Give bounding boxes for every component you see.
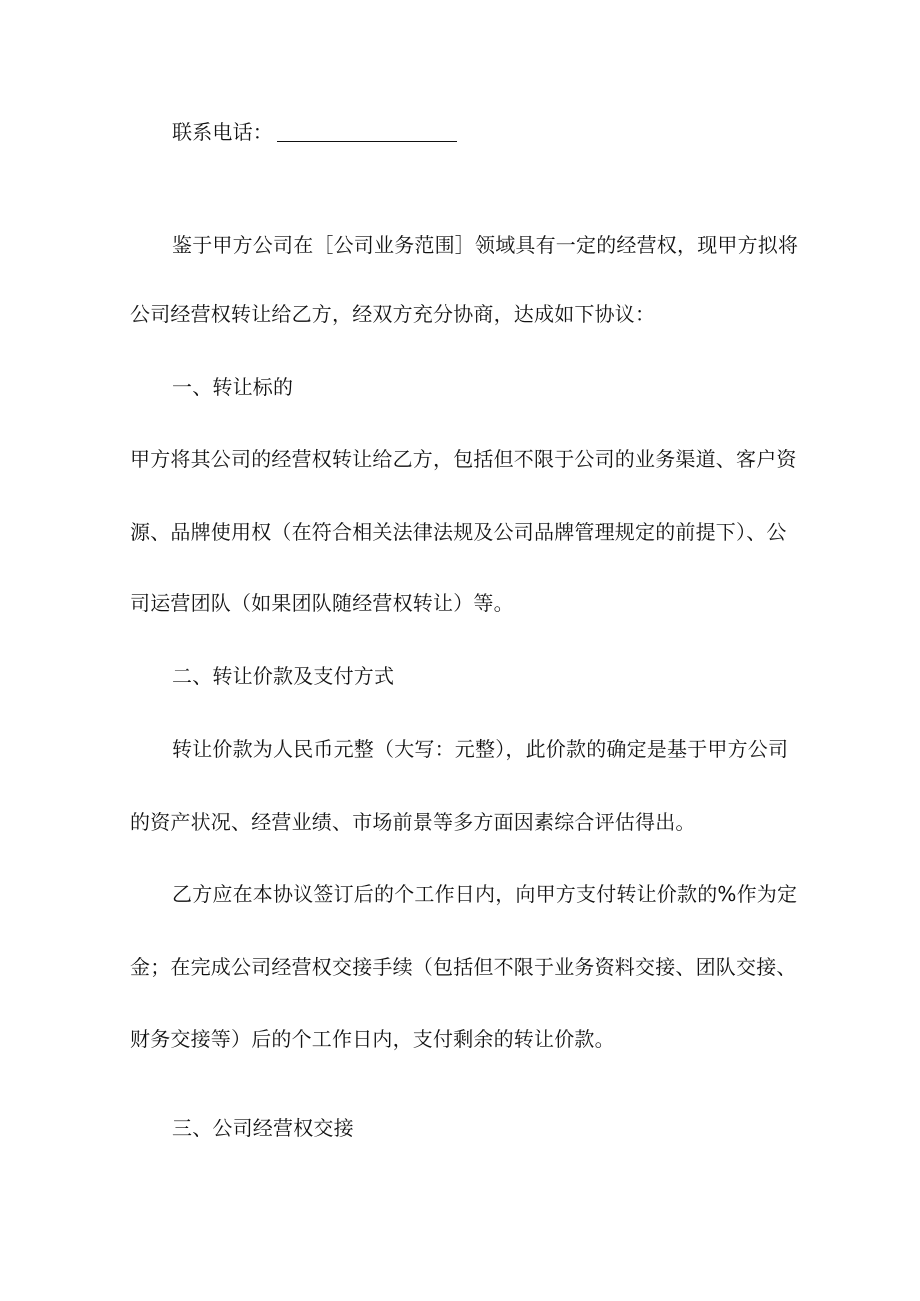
section-2-heading: 二、转让价款及支付方式 bbox=[172, 664, 395, 688]
section-2-para-1-line-1: 转让价款为人民币元整（大写：元整），此价款的确定是基于甲方公司 bbox=[172, 737, 789, 761]
contact-phone-line bbox=[172, 120, 852, 144]
preamble-line-1: 鉴于甲方公司在［公司业务范围］领域具有一定的经营权，现甲方拟将 bbox=[172, 233, 799, 257]
section-1-line-3: 司运营团队（如果团队随经营权转让）等。 bbox=[130, 591, 514, 615]
section-3-heading: 三、公司经营权交接 bbox=[172, 1116, 354, 1140]
preamble-line-2: 公司经营权转让给乙方，经双方充分协商，达成如下协议： bbox=[130, 302, 656, 326]
contact-phone-blank bbox=[277, 123, 457, 142]
section-2-para-1-line-2: 的资产状况、经营业绩、市场前景等多方面因素综合评估得出。 bbox=[130, 810, 696, 834]
section-2-para-2-line-2: 金；在完成公司经营权交接手续（包括但不限于业务资料交接、团队交接、 bbox=[130, 955, 797, 979]
section-1-heading: 一、转让标的 bbox=[172, 375, 294, 399]
section-2-para-2-line-3: 财务交接等）后的个工作日内，支付剩余的转让价款。 bbox=[130, 1027, 615, 1051]
contact-phone-label: 联系电话： bbox=[172, 120, 273, 144]
section-1-line-2: 源、品牌使用权（在符合相关法律法规及公司品牌管理规定的前提下）、公 bbox=[130, 520, 787, 544]
section-2-para-2-line-1: 乙方应在本协议签订后的个工作日内，向甲方支付转让价款的%作为定 bbox=[172, 882, 798, 906]
section-1-line-1: 甲方将其公司的经营权转让给乙方，包括但不限于公司的业务渠道、客户资 bbox=[130, 447, 797, 471]
